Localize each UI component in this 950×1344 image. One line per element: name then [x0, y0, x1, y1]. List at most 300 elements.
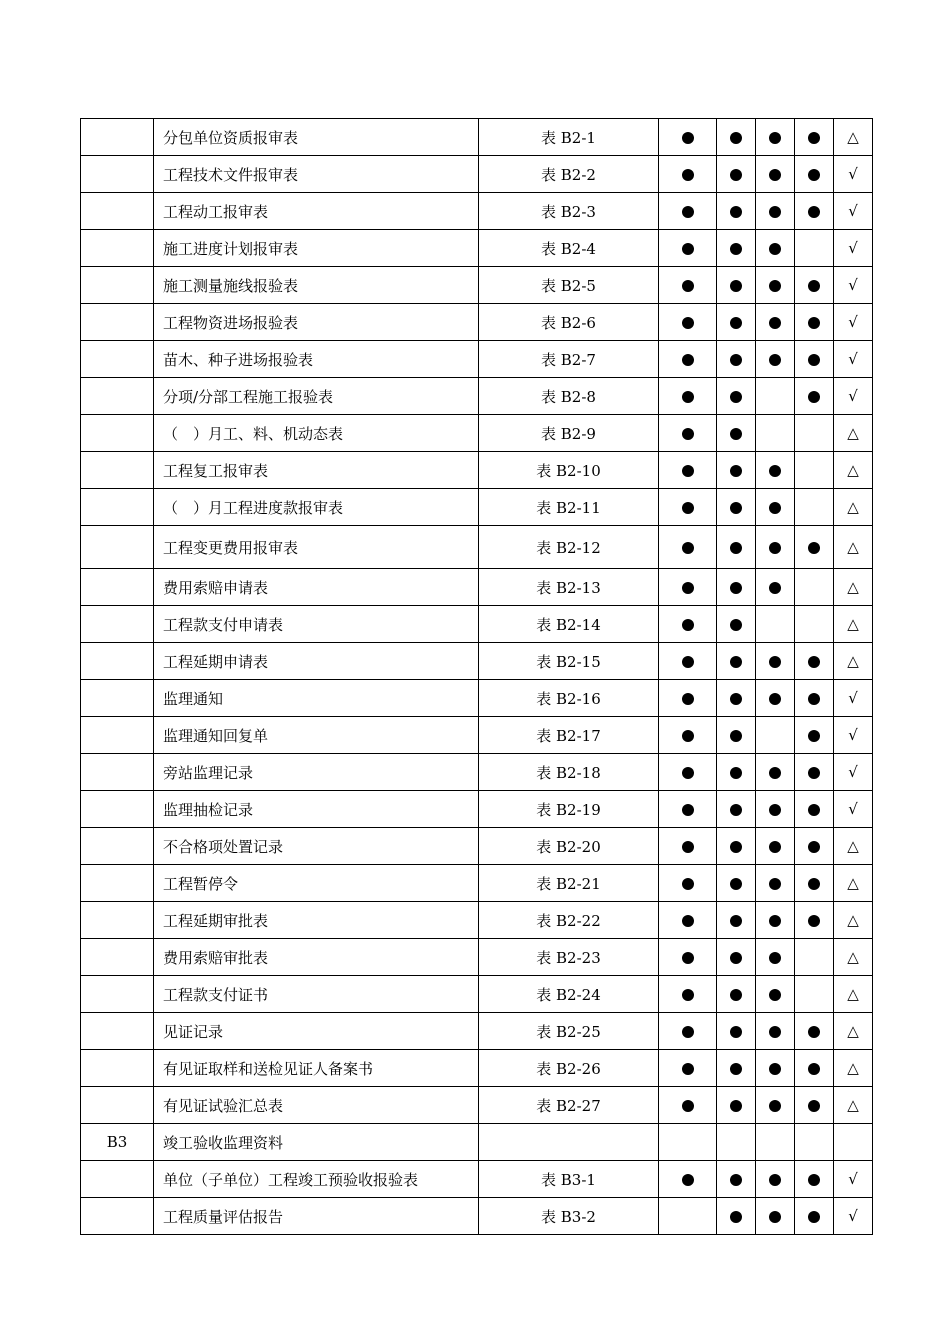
filled-circle-icon	[682, 915, 694, 927]
document-name-cell: 工程延期审批表	[154, 902, 479, 939]
retention-mark-cell-4	[795, 1198, 834, 1235]
filled-circle-icon	[769, 502, 781, 514]
retention-mark-cell-3	[756, 193, 795, 230]
triangle-icon: △	[847, 1059, 859, 1077]
retention-mark-cell-2	[717, 754, 756, 791]
document-name-cell: 不合格项处置记录	[154, 828, 479, 865]
document-name-cell: 工程复工报审表	[154, 452, 479, 489]
table-row	[81, 791, 873, 828]
form-number-cell: 表 B2-25	[479, 1013, 659, 1050]
form-number-cell: 表 B2-17	[479, 717, 659, 754]
form-number-cell: 表 B2-24	[479, 976, 659, 1013]
retention-mark-cell-4	[795, 415, 834, 452]
form-number-cell: 表 B2-20	[479, 828, 659, 865]
filled-circle-icon	[769, 243, 781, 255]
retention-mark-cell-1	[659, 1198, 717, 1235]
retention-mark-cell-4	[795, 267, 834, 304]
document-name-cell: （ ）月工程进度款报审表	[154, 489, 479, 526]
form-number-cell: 表 B3-1	[479, 1161, 659, 1198]
filled-circle-icon	[682, 619, 694, 631]
retention-mark-cell-2	[717, 1013, 756, 1050]
filled-circle-icon	[682, 465, 694, 477]
category-code-cell	[81, 526, 154, 569]
retention-mark-cell-1	[659, 378, 717, 415]
category-code-cell	[81, 119, 154, 156]
status-symbol-cell	[834, 754, 873, 791]
retention-mark-cell-3	[756, 717, 795, 754]
filled-circle-icon	[769, 206, 781, 218]
retention-mark-cell-1	[659, 267, 717, 304]
filled-circle-icon	[769, 1026, 781, 1038]
form-number-cell: 表 B2-10	[479, 452, 659, 489]
retention-mark-cell-4	[795, 865, 834, 902]
filled-circle-icon	[730, 1063, 742, 1075]
filled-circle-icon	[808, 206, 820, 218]
filled-circle-icon	[730, 502, 742, 514]
filled-circle-icon	[682, 693, 694, 705]
status-symbol-cell	[834, 939, 873, 976]
document-name-cell: 分项/分部工程施工报验表	[154, 378, 479, 415]
filled-circle-icon	[730, 730, 742, 742]
category-code-cell	[81, 828, 154, 865]
retention-mark-cell-1	[659, 754, 717, 791]
retention-mark-cell-4	[795, 717, 834, 754]
filled-circle-icon	[769, 1100, 781, 1112]
status-symbol-cell	[834, 680, 873, 717]
triangle-icon: △	[847, 985, 859, 1003]
retention-mark-cell-4	[795, 791, 834, 828]
check-mark-icon: √	[848, 726, 858, 744]
retention-mark-cell-4	[795, 156, 834, 193]
category-code-cell	[81, 643, 154, 680]
filled-circle-icon	[682, 952, 694, 964]
retention-mark-cell-4	[795, 976, 834, 1013]
retention-mark-cell-2	[717, 976, 756, 1013]
triangle-icon: △	[847, 1096, 859, 1114]
status-symbol-cell	[834, 230, 873, 267]
filled-circle-icon	[808, 1063, 820, 1075]
retention-mark-cell-1	[659, 976, 717, 1013]
retention-mark-cell-3	[756, 526, 795, 569]
retention-mark-cell-4	[795, 606, 834, 643]
retention-mark-cell-1	[659, 526, 717, 569]
filled-circle-icon	[730, 804, 742, 816]
status-symbol-cell	[834, 902, 873, 939]
table-row	[81, 156, 873, 193]
triangle-icon: △	[847, 498, 859, 516]
retention-mark-cell-4	[795, 939, 834, 976]
table-row	[81, 1013, 873, 1050]
check-mark-icon: √	[848, 239, 858, 257]
check-mark-icon: √	[848, 763, 858, 781]
category-code-cell: B3	[81, 1124, 154, 1161]
filled-circle-icon	[769, 1174, 781, 1186]
filled-circle-icon	[730, 354, 742, 366]
form-number-cell: 表 B2-12	[479, 526, 659, 569]
filled-circle-icon	[769, 878, 781, 890]
filled-circle-icon	[808, 169, 820, 181]
filled-circle-icon	[730, 317, 742, 329]
filled-circle-icon	[730, 1100, 742, 1112]
category-code-cell	[81, 717, 154, 754]
filled-circle-icon	[682, 582, 694, 594]
retention-mark-cell-2	[717, 1124, 756, 1161]
document-name-cell: 施工测量施线报验表	[154, 267, 479, 304]
retention-mark-cell-3	[756, 415, 795, 452]
filled-circle-icon	[682, 354, 694, 366]
status-symbol-cell	[834, 193, 873, 230]
document-name-cell: 单位（子单位）工程竣工预验收报验表	[154, 1161, 479, 1198]
retention-mark-cell-2	[717, 489, 756, 526]
filled-circle-icon	[730, 656, 742, 668]
form-number-cell: 表 B2-16	[479, 680, 659, 717]
filled-circle-icon	[808, 767, 820, 779]
check-mark-icon: √	[848, 350, 858, 368]
table-row	[81, 119, 873, 156]
retention-mark-cell-2	[717, 1161, 756, 1198]
status-symbol-cell	[834, 526, 873, 569]
table-row	[81, 304, 873, 341]
document-name-cell: 竣工验收监理资料	[154, 1124, 479, 1161]
check-mark-icon: √	[848, 276, 858, 294]
document-name-cell: 见证记录	[154, 1013, 479, 1050]
form-number-cell: 表 B2-4	[479, 230, 659, 267]
filled-circle-icon	[730, 391, 742, 403]
retention-mark-cell-4	[795, 304, 834, 341]
retention-mark-cell-3	[756, 1050, 795, 1087]
retention-mark-cell-4	[795, 902, 834, 939]
retention-mark-cell-3	[756, 865, 795, 902]
filled-circle-icon	[808, 1211, 820, 1223]
filled-circle-icon	[769, 354, 781, 366]
status-symbol-cell	[834, 1124, 873, 1161]
retention-mark-cell-2	[717, 1198, 756, 1235]
retention-mark-cell-3	[756, 267, 795, 304]
document-name-cell: 工程款支付申请表	[154, 606, 479, 643]
retention-mark-cell-4	[795, 1087, 834, 1124]
table-row	[81, 1198, 873, 1235]
category-code-cell	[81, 193, 154, 230]
filled-circle-icon	[769, 767, 781, 779]
status-symbol-cell	[834, 643, 873, 680]
category-code-cell	[81, 1198, 154, 1235]
retention-mark-cell-3	[756, 489, 795, 526]
retention-mark-cell-4	[795, 1050, 834, 1087]
form-number-cell: 表 B2-15	[479, 643, 659, 680]
filled-circle-icon	[808, 1100, 820, 1112]
filled-circle-icon	[730, 206, 742, 218]
check-mark-icon: √	[848, 313, 858, 331]
check-mark-icon: √	[848, 1170, 858, 1188]
retention-mark-cell-3	[756, 1124, 795, 1161]
table-row	[81, 939, 873, 976]
filled-circle-icon	[682, 730, 694, 742]
filled-circle-icon	[769, 582, 781, 594]
filled-circle-icon	[808, 542, 820, 554]
filled-circle-icon	[769, 1211, 781, 1223]
filled-circle-icon	[682, 656, 694, 668]
retention-mark-cell-2	[717, 569, 756, 606]
filled-circle-icon	[769, 169, 781, 181]
check-mark-icon: √	[848, 689, 858, 707]
retention-mark-cell-3	[756, 606, 795, 643]
triangle-icon: △	[847, 578, 859, 596]
form-number-cell: 表 B2-7	[479, 341, 659, 378]
category-code-cell	[81, 976, 154, 1013]
retention-mark-cell-3	[756, 1013, 795, 1050]
filled-circle-icon	[808, 317, 820, 329]
filled-circle-icon	[808, 280, 820, 292]
status-symbol-cell	[834, 341, 873, 378]
retention-mark-cell-2	[717, 304, 756, 341]
status-symbol-cell	[834, 267, 873, 304]
filled-circle-icon	[808, 391, 820, 403]
category-code-cell	[81, 1161, 154, 1198]
retention-mark-cell-4	[795, 828, 834, 865]
document-name-cell: 苗木、种子进场报验表	[154, 341, 479, 378]
table-row	[81, 902, 873, 939]
filled-circle-icon	[682, 1063, 694, 1075]
category-code-cell	[81, 452, 154, 489]
form-number-cell: 表 B2-3	[479, 193, 659, 230]
filled-circle-icon	[682, 132, 694, 144]
status-symbol-cell	[834, 791, 873, 828]
retention-mark-cell-3	[756, 230, 795, 267]
document-name-cell: 工程技术文件报审表	[154, 156, 479, 193]
retention-mark-cell-3	[756, 939, 795, 976]
filled-circle-icon	[682, 767, 694, 779]
status-symbol-cell	[834, 828, 873, 865]
triangle-icon: △	[847, 948, 859, 966]
filled-circle-icon	[682, 841, 694, 853]
table-row	[81, 526, 873, 569]
retention-mark-cell-1	[659, 489, 717, 526]
status-symbol-cell	[834, 1013, 873, 1050]
filled-circle-icon	[682, 1174, 694, 1186]
retention-mark-cell-1	[659, 1161, 717, 1198]
retention-mark-cell-2	[717, 939, 756, 976]
retention-mark-cell-2	[717, 717, 756, 754]
check-mark-icon: √	[848, 1207, 858, 1225]
filled-circle-icon	[730, 915, 742, 927]
retention-mark-cell-1	[659, 828, 717, 865]
retention-mark-cell-3	[756, 156, 795, 193]
filled-circle-icon	[769, 132, 781, 144]
archive-checklist-table	[80, 118, 873, 1235]
filled-circle-icon	[769, 317, 781, 329]
retention-mark-cell-2	[717, 643, 756, 680]
category-code-cell	[81, 569, 154, 606]
table-row	[81, 1161, 873, 1198]
retention-mark-cell-2	[717, 267, 756, 304]
form-number-cell: 表 B2-21	[479, 865, 659, 902]
document-name-cell: 费用索赔申请表	[154, 569, 479, 606]
filled-circle-icon	[808, 841, 820, 853]
filled-circle-icon	[730, 1174, 742, 1186]
filled-circle-icon	[730, 428, 742, 440]
form-number-cell: 表 B2-18	[479, 754, 659, 791]
document-name-cell: 监理通知	[154, 680, 479, 717]
document-name-cell: 工程物资进场报验表	[154, 304, 479, 341]
table-body	[81, 119, 873, 1235]
category-code-cell	[81, 1050, 154, 1087]
filled-circle-icon	[682, 502, 694, 514]
form-number-cell: 表 B2-8	[479, 378, 659, 415]
retention-mark-cell-3	[756, 1087, 795, 1124]
filled-circle-icon	[730, 952, 742, 964]
table-row	[81, 489, 873, 526]
filled-circle-icon	[769, 693, 781, 705]
status-symbol-cell	[834, 717, 873, 754]
retention-mark-cell-2	[717, 606, 756, 643]
check-mark-icon: √	[848, 800, 858, 818]
retention-mark-cell-2	[717, 415, 756, 452]
filled-circle-icon	[808, 354, 820, 366]
form-number-cell: 表 B2-9	[479, 415, 659, 452]
document-name-cell: 监理抽检记录	[154, 791, 479, 828]
retention-mark-cell-1	[659, 717, 717, 754]
table-row	[81, 1050, 873, 1087]
document-name-cell: 分包单位资质报审表	[154, 119, 479, 156]
retention-mark-cell-1	[659, 902, 717, 939]
triangle-icon: △	[847, 128, 859, 146]
retention-mark-cell-1	[659, 193, 717, 230]
status-symbol-cell	[834, 1161, 873, 1198]
retention-mark-cell-2	[717, 865, 756, 902]
filled-circle-icon	[730, 1211, 742, 1223]
retention-mark-cell-3	[756, 569, 795, 606]
form-number-cell: 表 B2-27	[479, 1087, 659, 1124]
filled-circle-icon	[682, 1100, 694, 1112]
retention-mark-cell-4	[795, 1124, 834, 1161]
retention-mark-cell-3	[756, 976, 795, 1013]
retention-mark-cell-3	[756, 754, 795, 791]
filled-circle-icon	[808, 132, 820, 144]
triangle-icon: △	[847, 837, 859, 855]
retention-mark-cell-1	[659, 606, 717, 643]
category-code-cell	[81, 304, 154, 341]
filled-circle-icon	[682, 428, 694, 440]
filled-circle-icon	[730, 1026, 742, 1038]
retention-mark-cell-1	[659, 643, 717, 680]
status-symbol-cell	[834, 378, 873, 415]
category-code-cell	[81, 378, 154, 415]
retention-mark-cell-1	[659, 415, 717, 452]
retention-mark-cell-1	[659, 791, 717, 828]
retention-mark-cell-1	[659, 230, 717, 267]
table-row	[81, 643, 873, 680]
filled-circle-icon	[730, 542, 742, 554]
filled-circle-icon	[769, 1063, 781, 1075]
form-number-cell: 表 B2-11	[479, 489, 659, 526]
retention-mark-cell-3	[756, 1161, 795, 1198]
filled-circle-icon	[730, 619, 742, 631]
category-code-cell	[81, 489, 154, 526]
status-symbol-cell	[834, 569, 873, 606]
form-number-cell: 表 B2-6	[479, 304, 659, 341]
table-row	[81, 452, 873, 489]
retention-mark-cell-4	[795, 378, 834, 415]
filled-circle-icon	[769, 952, 781, 964]
category-code-cell	[81, 1087, 154, 1124]
retention-mark-cell-3	[756, 828, 795, 865]
retention-mark-cell-4	[795, 193, 834, 230]
retention-mark-cell-3	[756, 791, 795, 828]
filled-circle-icon	[730, 841, 742, 853]
retention-mark-cell-2	[717, 341, 756, 378]
retention-mark-cell-1	[659, 341, 717, 378]
check-mark-icon: √	[848, 387, 858, 405]
retention-mark-cell-1	[659, 119, 717, 156]
table-row	[81, 606, 873, 643]
retention-mark-cell-4	[795, 680, 834, 717]
triangle-icon: △	[847, 911, 859, 929]
retention-mark-cell-2	[717, 193, 756, 230]
form-number-cell	[479, 1124, 659, 1161]
category-code-cell	[81, 1013, 154, 1050]
status-symbol-cell	[834, 304, 873, 341]
status-symbol-cell	[834, 606, 873, 643]
retention-mark-cell-2	[717, 1087, 756, 1124]
table-row	[81, 828, 873, 865]
triangle-icon: △	[847, 615, 859, 633]
status-symbol-cell	[834, 156, 873, 193]
form-number-cell: 表 B2-1	[479, 119, 659, 156]
retention-mark-cell-2	[717, 378, 756, 415]
status-symbol-cell	[834, 119, 873, 156]
triangle-icon: △	[847, 874, 859, 892]
filled-circle-icon	[682, 542, 694, 554]
filled-circle-icon	[808, 915, 820, 927]
table-row	[81, 341, 873, 378]
retention-mark-cell-3	[756, 902, 795, 939]
document-name-cell: 有见证取样和送检见证人备案书	[154, 1050, 479, 1087]
form-number-cell: 表 B2-22	[479, 902, 659, 939]
category-code-cell	[81, 939, 154, 976]
retention-mark-cell-1	[659, 1050, 717, 1087]
filled-circle-icon	[769, 915, 781, 927]
status-symbol-cell	[834, 1050, 873, 1087]
filled-circle-icon	[730, 582, 742, 594]
triangle-icon: △	[847, 461, 859, 479]
filled-circle-icon	[769, 656, 781, 668]
form-number-cell: 表 B2-19	[479, 791, 659, 828]
retention-mark-cell-3	[756, 680, 795, 717]
retention-mark-cell-1	[659, 156, 717, 193]
table-row	[81, 717, 873, 754]
filled-circle-icon	[808, 693, 820, 705]
status-symbol-cell	[834, 865, 873, 902]
retention-mark-cell-3	[756, 1198, 795, 1235]
document-name-cell: 施工进度计划报审表	[154, 230, 479, 267]
filled-circle-icon	[730, 878, 742, 890]
retention-mark-cell-2	[717, 902, 756, 939]
check-mark-icon: √	[848, 165, 858, 183]
retention-mark-cell-4	[795, 452, 834, 489]
triangle-icon: △	[847, 652, 859, 670]
retention-mark-cell-1	[659, 1124, 717, 1161]
retention-mark-cell-1	[659, 304, 717, 341]
status-symbol-cell	[834, 452, 873, 489]
category-code-cell	[81, 680, 154, 717]
status-symbol-cell	[834, 1087, 873, 1124]
form-number-cell: 表 B2-23	[479, 939, 659, 976]
retention-mark-cell-2	[717, 526, 756, 569]
table-row	[81, 865, 873, 902]
form-number-cell: 表 B2-2	[479, 156, 659, 193]
document-name-cell: 工程延期申请表	[154, 643, 479, 680]
retention-mark-cell-3	[756, 304, 795, 341]
